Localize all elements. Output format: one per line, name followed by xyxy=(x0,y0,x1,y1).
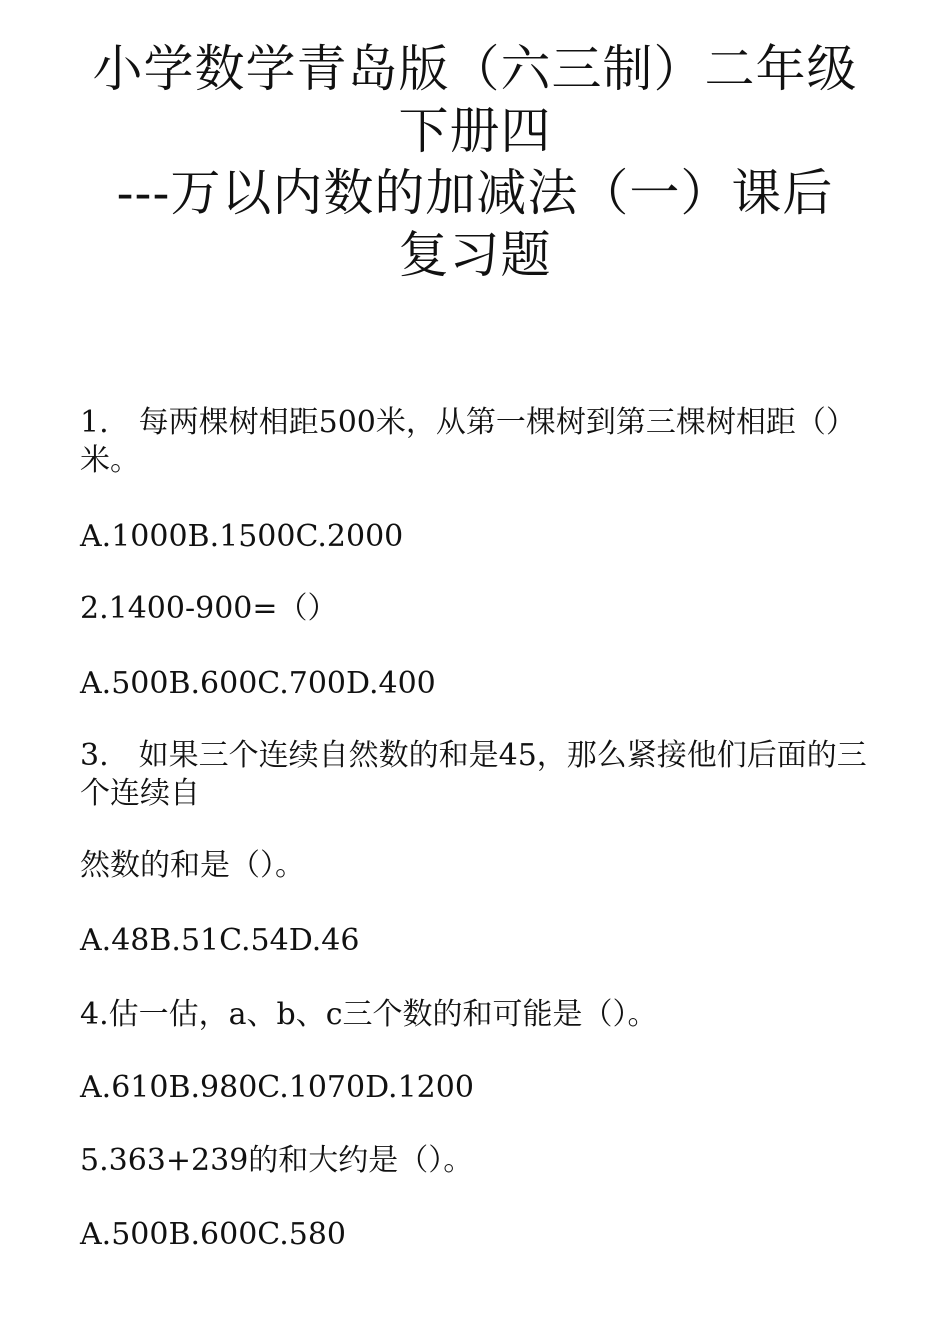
title-line-4: 复习题 xyxy=(398,226,552,284)
question-4-options: A.610B.980C.1070D.1200 xyxy=(80,1070,474,1105)
question-3-options: A.48B.51C.54D.46 xyxy=(80,923,360,958)
title-line-2: 下册四 xyxy=(398,102,552,160)
question-3-text: 3. 如果三个连续自然数的和是45，那么紧接他们后面的三个连续自 xyxy=(80,738,867,811)
question-1-text: 1. 每两棵树相距500米，从第一棵树到第三棵树相距（）米。 xyxy=(80,405,856,478)
question-5-text: 5.363+239的和大约是（）。 xyxy=(80,1143,474,1178)
question-3-text-continued: 然数的和是（）。 xyxy=(80,848,305,883)
question-2-text: 2.1400-900=（） xyxy=(80,591,338,626)
question-4-text: 4.估一估，a、b、c三个数的和可能是（）。 xyxy=(80,997,658,1032)
document-title xyxy=(60,38,890,286)
title-line-1: 小学数学青岛版（六三制）二年级 xyxy=(92,40,858,98)
question-1-options: A.1000B.1500C.2000 xyxy=(80,519,404,554)
title-line-3: ---万以内数的加减法（一）课后 xyxy=(116,164,834,222)
question-5-options: A.500B.600C.580 xyxy=(80,1217,346,1252)
question-2-options: A.500B.600C.700D.400 xyxy=(80,666,436,701)
